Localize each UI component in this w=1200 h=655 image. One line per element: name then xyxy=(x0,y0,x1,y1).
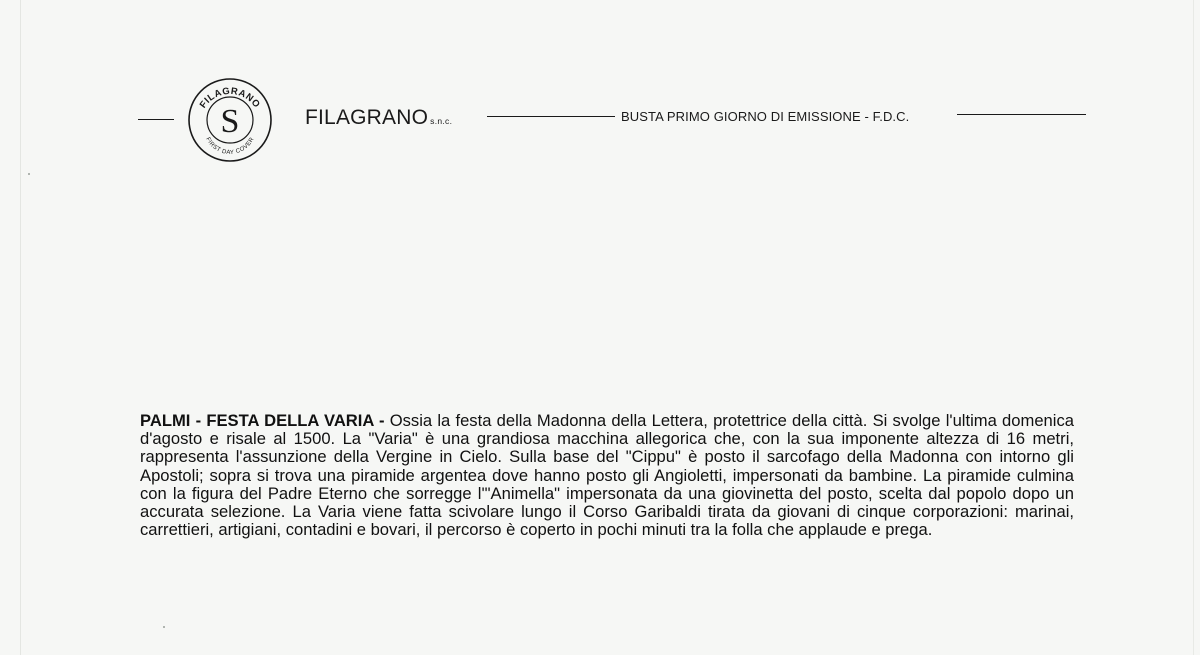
envelope-right-edge xyxy=(1193,0,1194,655)
company-name xyxy=(305,106,452,130)
first-day-cover-label: BUSTA PRIMO GIORNO DI EMISSIONE - F.D.C. xyxy=(621,109,910,124)
seal-ring-bottom-text: FIRST DAY COVER xyxy=(204,136,256,157)
brand-suffix: s.n.c. xyxy=(430,116,453,126)
seal-ring-top-text: FILAGRANO xyxy=(197,85,263,111)
event-description xyxy=(140,412,1074,539)
header-rule-middle xyxy=(487,116,615,117)
event-description-body: Ossia la festa della Madonna della Lettera, protettrice della città. Si svolge l'ultima domenica d'agosto e risale al 1500. La "Varia" è una grandiosa macchina allegorica che, con la sua imponente altezza di 16 metri, rappresenta l'assunzione della Vergine in Cielo. Sulla base del "Cippu" è posto il sarcofago della Madonna con intorno gli Apostoli; sopra si trova una piramide argentea dove hanno posto gli Angioletti, impersonati da bambine. La piramide culmina con la figura del Padre Eterno che sorregge l'"Animella" impersonata da una giovinetta del posto, scelta dal popolo dopo un accurata selezione. La Varia viene fatta scivolare lungo il Corso Garibaldi tirata da giovani di cinque corporazioni: marinai, carrettieri, artigiani, contadini e bovari, il percorso è coperto in pochi minuti tra la folla che applaude e prega. xyxy=(140,411,1074,540)
seal-letter: S xyxy=(220,103,240,140)
brand-name: FILAGRANO xyxy=(305,106,429,129)
paper-speck xyxy=(28,173,30,175)
seal-graphic xyxy=(186,76,274,164)
header-rule-right xyxy=(957,114,1086,115)
envelope-left-edge xyxy=(20,0,21,655)
header-rule-left xyxy=(138,119,174,120)
paper-speck xyxy=(163,626,165,628)
event-title: PALMI - FESTA DELLA VARIA - xyxy=(140,411,385,430)
filagrano-seal-logo xyxy=(186,76,274,164)
